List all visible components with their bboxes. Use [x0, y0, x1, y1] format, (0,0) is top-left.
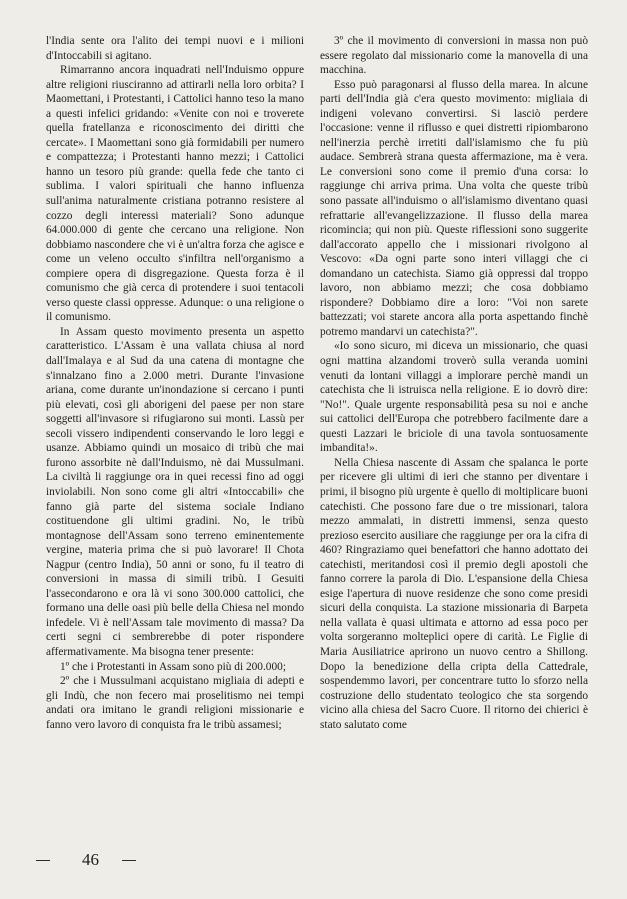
footer-dash-right: [122, 860, 136, 861]
right-text-column: [320, 34, 588, 732]
footer-dash-left: [36, 860, 50, 861]
paragraph: 2º che i Mussulmani acquistano migliaia di adepti e gli Indù, che non fecero mai proselitismo nei tempi andati ora imitano le grandi religioni missionarie e fanno vero lavoro di conquista fra le tribù assamesi;: [46, 675, 304, 731]
paragraph: In Assam questo movimento presenta un aspetto caratteristico. L'Assam è una vallata chiusa al nord dall'Imalaya e al Sud da una catena di montagne che s'innalzano fino a 2.000 metri. Durante l'invasione ariana, come durante un'inondazione si cercano i punti più elevati, così gli aborigeni del paese per non stare soggetti all'invasore si rifugiarono sui monti. Lassù per secoli vissero indipendenti conservando le loro leggi e usanze. Abbiamo quindi un mosaico di tribù che mai furono assorbite nè dall'Induismo, nè dai Mussulmani. La civiltà li raggiunge ora in quei recessi fino ad oggi inviolabili. Non sono come gli altri «Intoccabili» che fanno già parte del sistema sociale Indiano costituendone gli ultimi gradini. No, le tribù montagnose dell'Assam sono terreno eminentemente vergine, materia prima che si può lavorare! Il Chota Nagpur (centro India), 50 anni or sono, fu il teatro di conversioni in massa di simili tribù. I Gesuiti l'assecondarono e ora là vi sono 300.000 cattolici, che formano una delle oasi più belle della Chiesa nel mondo infedele. Vi è nell'Assam tale movimento di massa? Da certi segni ci sembrerebbe di poter rispondere affermativamente. Ma bisogna tener presente:: [46, 325, 304, 658]
page-footer: [36, 848, 176, 872]
paragraph: «Io sono sicuro, mi diceva un missionario, che quasi ogni mattina alzandomi troverò sulla veranda uomini venuti da lontani villaggi a implorare perchè mandi un catechista che li istruisca nella religione. E io dovrò dire: "No!". Quale urgente responsabilità pesa su noi e anche sui cattolici dell'Europa che potrebbero facilmente dare a questi Lazzari le briciole di una tavola sontuosamente imbandita!».: [320, 340, 588, 455]
left-text-column: [46, 34, 304, 732]
paragraph: 3º che il movimento di conversioni in massa non può essere regolato dal missionario come la manovella di una macchina.: [320, 35, 588, 77]
page-number: 46: [82, 850, 99, 869]
paragraph: l'India sente ora l'alito dei tempi nuovi e i milioni d'Intoccabili si agitano.: [46, 35, 304, 62]
paragraph: Esso può paragonarsi al flusso della marea. In alcune parti dell'India già c'era questo movimento: migliaia di indigeni volevano convertirsi. Si lasciò perdere l'occasione: venne il riflusso e quei distretti ripiombarono nell'inerzia perchè irretiti dall'islamismo che fu più audace. Sembrerà strana questa affermazione, ma è vera. Le conversioni sono come il premio d'una corsa: lo raggiunge chi arriva prima. Una volta che queste tribù sono passate all'induismo o all'islamismo diventano quasi refrattarie all'evangelizzazione. Il flusso della marea ricomincia; qui non più. Queste riflessioni sono suggerite dall'accorato appello che i missionari rivolgono al Vescovo: «Da ogni parte sono interi villaggi che ci domandano un catechista. Siamo già oppressi dal troppo lavoro, non abbiamo mezzi; che cosa dobbiamo rispondere? Dobbiamo dire a loro: "Voi non sarete battezzati; voi starete ancora alla porta aspettando finchè potremo mandarvi un catechista?".: [320, 78, 588, 338]
paragraph: Rimarranno ancora inquadrati nell'Induismo oppure altre religioni riusciranno ad attirarli nella loro orbita? I Maomettani, i Protestanti, i Cattolici hanno teso la mano a questi infelici gridando: «Venite con noi e troverete quella fratellanza e riconoscimento dei diritti che cercate». I Maomettani sono già formidabili per numero e compattezza; i Protestanti hanno mezzi; i Cattolici hanno un tesoro più grande: quella fede che tanto ci sublima. I valori spirituali che hanno influenza sull'anima naturalmente cristiana potranno resistere al cozzo degli interessi materiali? Sono adunque 64.000.000 di gente che cercano una religione. Non dobbiamo nascondere che vi è un'altra forza che agisce e come un veleno occulto s'infiltra nell'organismo a compiere opera di disgregazione. Questa forza è il comunismo che già cerca di protendere i suoi tentacoli verso queste classi oppresse. Adunque: o una religione o il comunismo.: [46, 64, 304, 324]
paragraph: Nella Chiesa nascente di Assam che spalanca le porte per ricevere gli ultimi di ieri che stanno per diventare i primi, il bisogno più urgente è quello di moltiplicare buoni catechisti. Che possono fare due o tre missionari, talora mezzo ammalati, in distretti immensi, senza questo prezioso esercito ausiliare che raggiunge per ora la cifra di 460? Ringraziamo quei benefattori che hanno adottato dei catechisti, meritandosi così il premio degli apostoli che fanno correre la parola di Dio. L'espansione della Chiesa esige l'apertura di nuove residenze che sono come presidi sicuri della conquista. La stazione missionaria di Barpeta nella vallata è quasi ultimata e attorno ad essa poco per volta sorgeranno molteplici opere di carità. Le Figlie di Maria Ausiliatrice aprirono un nuovo centro a Shillong. Dopo la benedizione della cripta della Cattedrale, sospendemmo lavori, per concentrare tutto lo sforzo nella costruzione dello studentato teologico che sta sorgendo vicino alla chiesa del Sacro Cuore. Il ritorno dei chierici è stato salutato come: [320, 456, 588, 731]
paragraph: 1º che i Protestanti in Assam sono più di 200.000;: [60, 660, 286, 673]
